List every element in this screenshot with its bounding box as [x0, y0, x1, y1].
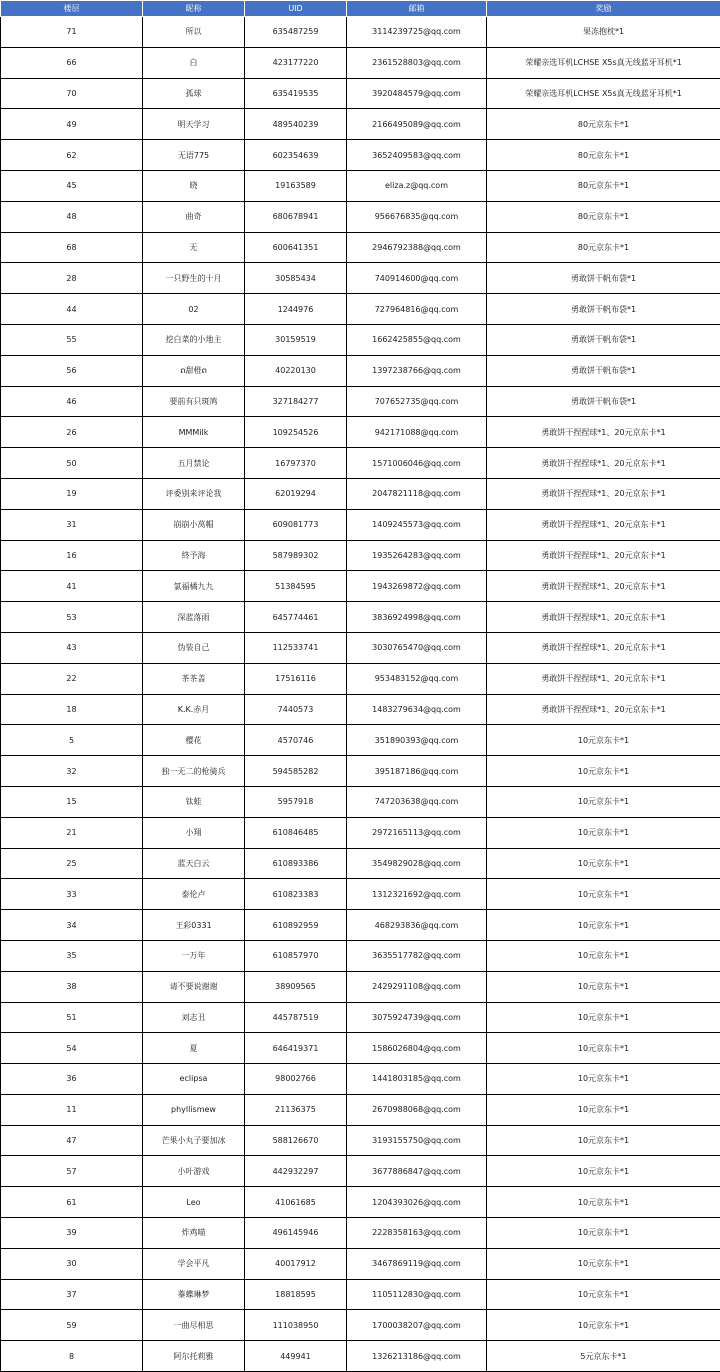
- table-row: [1, 1033, 720, 1064]
- cell-uid: 645774461: [245, 602, 347, 633]
- cell-reward: 勇敢饼干捏捏球*1、20元京东卡*1: [487, 602, 720, 633]
- table-header: [1, 1, 720, 17]
- cell-nickname: eclipsa: [143, 1064, 245, 1095]
- cell-nickname: MMMilk: [143, 417, 245, 448]
- cell-reward: 勇敢饼干帆布袋*1: [487, 355, 720, 386]
- cell-email: 1586026804@qq.com: [347, 1033, 487, 1064]
- table-row: [1, 694, 720, 725]
- cell-uid: 442932297: [245, 1156, 347, 1187]
- cell-floor: 15: [1, 786, 143, 817]
- cell-email: 3549829028@qq.com: [347, 848, 487, 879]
- cell-reward: 勇敢饼干捏捏球*1、20元京东卡*1: [487, 694, 720, 725]
- table-row: [1, 632, 720, 663]
- table-row: [1, 1341, 720, 1372]
- cell-reward: 80元京东卡*1: [487, 232, 720, 263]
- cell-nickname: 阿尔托莉雅: [143, 1341, 245, 1372]
- table-row: [1, 663, 720, 694]
- cell-floor: 36: [1, 1064, 143, 1095]
- cell-floor: 61: [1, 1187, 143, 1218]
- cell-nickname: 深蓝落雨: [143, 602, 245, 633]
- cell-reward: 荣耀亲选耳机LCHSE X5s真无线蓝牙耳机*1: [487, 47, 720, 78]
- cell-nickname: 一万年: [143, 940, 245, 971]
- cell-nickname: 王彩0331: [143, 910, 245, 941]
- cell-email: 468293836@qq.com: [347, 910, 487, 941]
- cell-uid: 51384595: [245, 571, 347, 602]
- cell-floor: 38: [1, 971, 143, 1002]
- cell-email: eliza.z@qq.com: [347, 170, 487, 201]
- cell-floor: 45: [1, 170, 143, 201]
- cell-reward: 勇敢饼干帆布袋*1: [487, 263, 720, 294]
- cell-nickname: 白: [143, 47, 245, 78]
- cell-uid: 489540239: [245, 109, 347, 140]
- cell-uid: 40220130: [245, 355, 347, 386]
- header-floor: 楼层: [1, 1, 143, 17]
- cell-email: 3075924739@qq.com: [347, 1002, 487, 1033]
- cell-floor: 28: [1, 263, 143, 294]
- table-row: [1, 1002, 720, 1033]
- cell-floor: 22: [1, 663, 143, 694]
- cell-uid: 600641351: [245, 232, 347, 263]
- cell-nickname: 小叶游戏: [143, 1156, 245, 1187]
- table-body: [1, 17, 720, 1372]
- cell-floor: 62: [1, 140, 143, 171]
- cell-reward: 10元京东卡*1: [487, 817, 720, 848]
- cell-nickname: 02: [143, 294, 245, 325]
- cell-uid: 610846485: [245, 817, 347, 848]
- cell-reward: 80元京东卡*1: [487, 109, 720, 140]
- cell-reward: 80元京东卡*1: [487, 170, 720, 201]
- cell-reward: 80元京东卡*1: [487, 201, 720, 232]
- cell-uid: 610892959: [245, 910, 347, 941]
- header-reward: 奖励: [487, 1, 720, 17]
- cell-nickname: 夏: [143, 1033, 245, 1064]
- cell-floor: 35: [1, 940, 143, 971]
- cell-uid: 609081773: [245, 509, 347, 540]
- cell-floor: 21: [1, 817, 143, 848]
- cell-email: 2670988068@qq.com: [347, 1094, 487, 1125]
- cell-uid: 112533741: [245, 632, 347, 663]
- cell-reward: 荣耀亲选耳机LCHSE X5s真无线蓝牙耳机*1: [487, 78, 720, 109]
- cell-email: 395187186@qq.com: [347, 756, 487, 787]
- cell-reward: 10元京东卡*1: [487, 1310, 720, 1341]
- cell-nickname: K.K.赤月: [143, 694, 245, 725]
- cell-floor: 33: [1, 879, 143, 910]
- cell-uid: 635487259: [245, 17, 347, 48]
- cell-uid: 38909565: [245, 971, 347, 1002]
- table-row: [1, 1064, 720, 1095]
- cell-floor: 49: [1, 109, 143, 140]
- table-row: [1, 17, 720, 48]
- cell-uid: 21136375: [245, 1094, 347, 1125]
- table-row: [1, 540, 720, 571]
- cell-email: 747203638@qq.com: [347, 786, 487, 817]
- cell-floor: 34: [1, 910, 143, 941]
- cell-uid: 18818595: [245, 1279, 347, 1310]
- cell-reward: 10元京东卡*1: [487, 1064, 720, 1095]
- cell-floor: 59: [1, 1310, 143, 1341]
- cell-email: 2166495089@qq.com: [347, 109, 487, 140]
- cell-nickname: 挖白菜的小地主: [143, 324, 245, 355]
- cell-floor: 56: [1, 355, 143, 386]
- cell-reward: 10元京东卡*1: [487, 1002, 720, 1033]
- table-row: [1, 848, 720, 879]
- cell-email: 3652409583@qq.com: [347, 140, 487, 171]
- table-row: [1, 1125, 720, 1156]
- cell-email: 351890393@qq.com: [347, 725, 487, 756]
- cell-floor: 25: [1, 848, 143, 879]
- cell-reward: 勇敢饼干捏捏球*1、20元京东卡*1: [487, 448, 720, 479]
- table-row: [1, 355, 720, 386]
- table-row: [1, 910, 720, 941]
- cell-email: 942171088@qq.com: [347, 417, 487, 448]
- cell-reward: 勇敢饼干捏捏球*1、20元京东卡*1: [487, 632, 720, 663]
- cell-reward: 勇敢饼干捏捏球*1、20元京东卡*1: [487, 663, 720, 694]
- cell-email: 2361528803@qq.com: [347, 47, 487, 78]
- cell-uid: 610823383: [245, 879, 347, 910]
- cell-reward: 10元京东卡*1: [487, 1125, 720, 1156]
- cell-reward: 10元京东卡*1: [487, 1279, 720, 1310]
- cell-uid: 610857970: [245, 940, 347, 971]
- cell-email: 1700038207@qq.com: [347, 1310, 487, 1341]
- table-row: [1, 478, 720, 509]
- header-email: 邮箱: [347, 1, 487, 17]
- cell-floor: 71: [1, 17, 143, 48]
- cell-uid: 588126670: [245, 1125, 347, 1156]
- cell-uid: 449941: [245, 1341, 347, 1372]
- table-row: [1, 170, 720, 201]
- cell-uid: 62019294: [245, 478, 347, 509]
- cell-email: 740914600@qq.com: [347, 263, 487, 294]
- cell-floor: 8: [1, 1341, 143, 1372]
- cell-nickname: 钛蛙: [143, 786, 245, 817]
- cell-email: 3193155750@qq.com: [347, 1125, 487, 1156]
- cell-email: 2047821118@qq.com: [347, 478, 487, 509]
- cell-reward: 10元京东卡*1: [487, 879, 720, 910]
- cell-reward: 10元京东卡*1: [487, 725, 720, 756]
- cell-uid: 7440573: [245, 694, 347, 725]
- cell-uid: 17516116: [245, 663, 347, 694]
- cell-nickname: 樱花: [143, 725, 245, 756]
- cell-reward: 勇敢饼干捏捏球*1、20元京东卡*1: [487, 417, 720, 448]
- cell-email: 2946792388@qq.com: [347, 232, 487, 263]
- table-row: [1, 109, 720, 140]
- cell-email: 1312321692@qq.com: [347, 879, 487, 910]
- cell-email: 1397238766@qq.com: [347, 355, 487, 386]
- cell-reward: 10元京东卡*1: [487, 1248, 720, 1279]
- cell-email: 1943269872@qq.com: [347, 571, 487, 602]
- cell-floor: 51: [1, 1002, 143, 1033]
- cell-reward: 10元京东卡*1: [487, 971, 720, 1002]
- cell-email: 1204393026@qq.com: [347, 1187, 487, 1218]
- table-row: [1, 1187, 720, 1218]
- cell-uid: 445787519: [245, 1002, 347, 1033]
- cell-email: 2429291108@qq.com: [347, 971, 487, 1002]
- table-row: [1, 1156, 720, 1187]
- cell-nickname: 要前有只斑鸠: [143, 386, 245, 417]
- cell-reward: 10元京东卡*1: [487, 1094, 720, 1125]
- cell-nickname: 所以: [143, 17, 245, 48]
- cell-reward: 10元京东卡*1: [487, 940, 720, 971]
- cell-reward: 勇敢饼干帆布袋*1: [487, 324, 720, 355]
- cell-reward: 10元京东卡*1: [487, 1187, 720, 1218]
- cell-nickname: 泰伦卢: [143, 879, 245, 910]
- cell-uid: 109254526: [245, 417, 347, 448]
- cell-uid: 111038950: [245, 1310, 347, 1341]
- cell-nickname: 一曲尽相思: [143, 1310, 245, 1341]
- cell-reward: 勇敢饼干帆布袋*1: [487, 294, 720, 325]
- cell-uid: 98002766: [245, 1064, 347, 1095]
- cell-nickname: 请不要说谢谢: [143, 971, 245, 1002]
- table-row: [1, 448, 720, 479]
- cell-floor: 70: [1, 78, 143, 109]
- table-row: [1, 78, 720, 109]
- cell-uid: 610893386: [245, 848, 347, 879]
- cell-floor: 26: [1, 417, 143, 448]
- cell-email: 956676835@qq.com: [347, 201, 487, 232]
- cell-nickname: 一只野生的十月: [143, 263, 245, 294]
- cell-uid: 680678941: [245, 201, 347, 232]
- cell-nickname: 刘志丑: [143, 1002, 245, 1033]
- cell-uid: 41061685: [245, 1187, 347, 1218]
- cell-floor: 55: [1, 324, 143, 355]
- cell-email: 1326213186@qq.com: [347, 1341, 487, 1372]
- cell-nickname: 蓁蝶琳梦: [143, 1279, 245, 1310]
- cell-reward: 5元京东卡*1: [487, 1341, 720, 1372]
- table-row: [1, 232, 720, 263]
- table-row: [1, 509, 720, 540]
- cell-reward: 10元京东卡*1: [487, 910, 720, 941]
- cell-reward: 10元京东卡*1: [487, 786, 720, 817]
- cell-nickname: 晓: [143, 170, 245, 201]
- cell-email: 1483279634@qq.com: [347, 694, 487, 725]
- cell-floor: 66: [1, 47, 143, 78]
- cell-email: 2228358163@qq.com: [347, 1218, 487, 1249]
- cell-nickname: ດ甜橙ດ: [143, 355, 245, 386]
- cell-email: 3114239725@qq.com: [347, 17, 487, 48]
- cell-email: 1571006046@qq.com: [347, 448, 487, 479]
- table-row: [1, 879, 720, 910]
- cell-email: 3635517782@qq.com: [347, 940, 487, 971]
- cell-nickname: 芒果小丸子要加冰: [143, 1125, 245, 1156]
- cell-uid: 30159519: [245, 324, 347, 355]
- table-row: [1, 324, 720, 355]
- cell-reward: 10元京东卡*1: [487, 756, 720, 787]
- cell-floor: 50: [1, 448, 143, 479]
- cell-email: 3920484579@qq.com: [347, 78, 487, 109]
- table-row: [1, 940, 720, 971]
- cell-floor: 5: [1, 725, 143, 756]
- table-row: [1, 47, 720, 78]
- cell-uid: 496145946: [245, 1218, 347, 1249]
- table-row: [1, 417, 720, 448]
- header-nickname: 昵称: [143, 1, 245, 17]
- cell-email: 2972165113@qq.com: [347, 817, 487, 848]
- table-row: [1, 1248, 720, 1279]
- cell-uid: 423177220: [245, 47, 347, 78]
- table-row: [1, 971, 720, 1002]
- cell-nickname: 明天学习: [143, 109, 245, 140]
- cell-floor: 16: [1, 540, 143, 571]
- cell-email: 1441803185@qq.com: [347, 1064, 487, 1095]
- table-row: [1, 140, 720, 171]
- cell-uid: 327184277: [245, 386, 347, 417]
- table-row: [1, 1094, 720, 1125]
- cell-uid: 4570746: [245, 725, 347, 756]
- table-row: [1, 1310, 720, 1341]
- cell-uid: 19163589: [245, 170, 347, 201]
- table-row: [1, 1279, 720, 1310]
- cell-floor: 68: [1, 232, 143, 263]
- cell-email: 1662425855@qq.com: [347, 324, 487, 355]
- cell-uid: 635419535: [245, 78, 347, 109]
- cell-floor: 43: [1, 632, 143, 663]
- cell-reward: 10元京东卡*1: [487, 1033, 720, 1064]
- table-row: [1, 725, 720, 756]
- cell-floor: 18: [1, 694, 143, 725]
- cell-floor: 39: [1, 1218, 143, 1249]
- cell-nickname: 茶茶盖: [143, 663, 245, 694]
- table-row: [1, 602, 720, 633]
- cell-reward: 勇敢饼干捏捏球*1、20元京东卡*1: [487, 509, 720, 540]
- cell-reward: 勇敢饼干帆布袋*1: [487, 386, 720, 417]
- table-row: [1, 817, 720, 848]
- cell-nickname: 无语775: [143, 140, 245, 171]
- cell-uid: 30585434: [245, 263, 347, 294]
- cell-nickname: 小翔: [143, 817, 245, 848]
- cell-email: 707652735@qq.com: [347, 386, 487, 417]
- cell-nickname: Leo: [143, 1187, 245, 1218]
- table-row: [1, 263, 720, 294]
- cell-nickname: 炸鸡喵: [143, 1218, 245, 1249]
- table-row: [1, 756, 720, 787]
- cell-floor: 11: [1, 1094, 143, 1125]
- cell-floor: 53: [1, 602, 143, 633]
- cell-uid: 5957918: [245, 786, 347, 817]
- cell-nickname: 伪装自己: [143, 632, 245, 663]
- cell-email: 3836924998@qq.com: [347, 602, 487, 633]
- table-row: [1, 294, 720, 325]
- cell-reward: 80元京东卡*1: [487, 140, 720, 171]
- cell-uid: 646419371: [245, 1033, 347, 1064]
- cell-floor: 44: [1, 294, 143, 325]
- cell-email: 727964816@qq.com: [347, 294, 487, 325]
- table-row: [1, 571, 720, 602]
- cell-floor: 30: [1, 1248, 143, 1279]
- cell-uid: 587989302: [245, 540, 347, 571]
- cell-uid: 1244976: [245, 294, 347, 325]
- cell-nickname: 蓝天白云: [143, 848, 245, 879]
- cell-nickname: 終予海: [143, 540, 245, 571]
- cell-reward: 10元京东卡*1: [487, 1156, 720, 1187]
- cell-reward: 勇敢饼干捏捏球*1、20元京东卡*1: [487, 540, 720, 571]
- cell-floor: 47: [1, 1125, 143, 1156]
- cell-reward: 勇敢饼干捏捏球*1、20元京东卡*1: [487, 478, 720, 509]
- cell-floor: 19: [1, 478, 143, 509]
- cell-floor: 48: [1, 201, 143, 232]
- cell-email: 953483152@qq.com: [347, 663, 487, 694]
- cell-floor: 54: [1, 1033, 143, 1064]
- cell-email: 1409245573@qq.com: [347, 509, 487, 540]
- cell-floor: 37: [1, 1279, 143, 1310]
- cell-nickname: 崩崩小莴帽: [143, 509, 245, 540]
- cell-floor: 31: [1, 509, 143, 540]
- cell-reward: 10元京东卡*1: [487, 1218, 720, 1249]
- cell-nickname: 评委别来评论我: [143, 478, 245, 509]
- cell-reward: 10元京东卡*1: [487, 848, 720, 879]
- cell-nickname: 学会平凡: [143, 1248, 245, 1279]
- cell-uid: 16797370: [245, 448, 347, 479]
- cell-email: 3467869119@qq.com: [347, 1248, 487, 1279]
- cell-floor: 57: [1, 1156, 143, 1187]
- cell-email: 1935264283@qq.com: [347, 540, 487, 571]
- cell-nickname: 曲奇: [143, 201, 245, 232]
- cell-nickname: 氯福橘九九: [143, 571, 245, 602]
- cell-nickname: phyllismew: [143, 1094, 245, 1125]
- cell-email: 1105112830@qq.com: [347, 1279, 487, 1310]
- cell-uid: 594585282: [245, 756, 347, 787]
- cell-email: 3030765470@qq.com: [347, 632, 487, 663]
- cell-nickname: 独一无二的枪骑兵: [143, 756, 245, 787]
- cell-nickname: 无: [143, 232, 245, 263]
- cell-reward: 果冻抱枕*1: [487, 17, 720, 48]
- cell-floor: 41: [1, 571, 143, 602]
- header-row: [1, 1, 720, 17]
- cell-reward: 勇敢饼干捏捏球*1、20元京东卡*1: [487, 571, 720, 602]
- table-row: [1, 1218, 720, 1249]
- cell-email: 3677886847@qq.com: [347, 1156, 487, 1187]
- table-row: [1, 201, 720, 232]
- table-row: [1, 786, 720, 817]
- cell-floor: 32: [1, 756, 143, 787]
- cell-floor: 46: [1, 386, 143, 417]
- cell-nickname: 五月禁论: [143, 448, 245, 479]
- header-uid: UID: [245, 1, 347, 17]
- table-row: [1, 386, 720, 417]
- cell-uid: 602354639: [245, 140, 347, 171]
- cell-uid: 40017912: [245, 1248, 347, 1279]
- cell-nickname: 孤球: [143, 78, 245, 109]
